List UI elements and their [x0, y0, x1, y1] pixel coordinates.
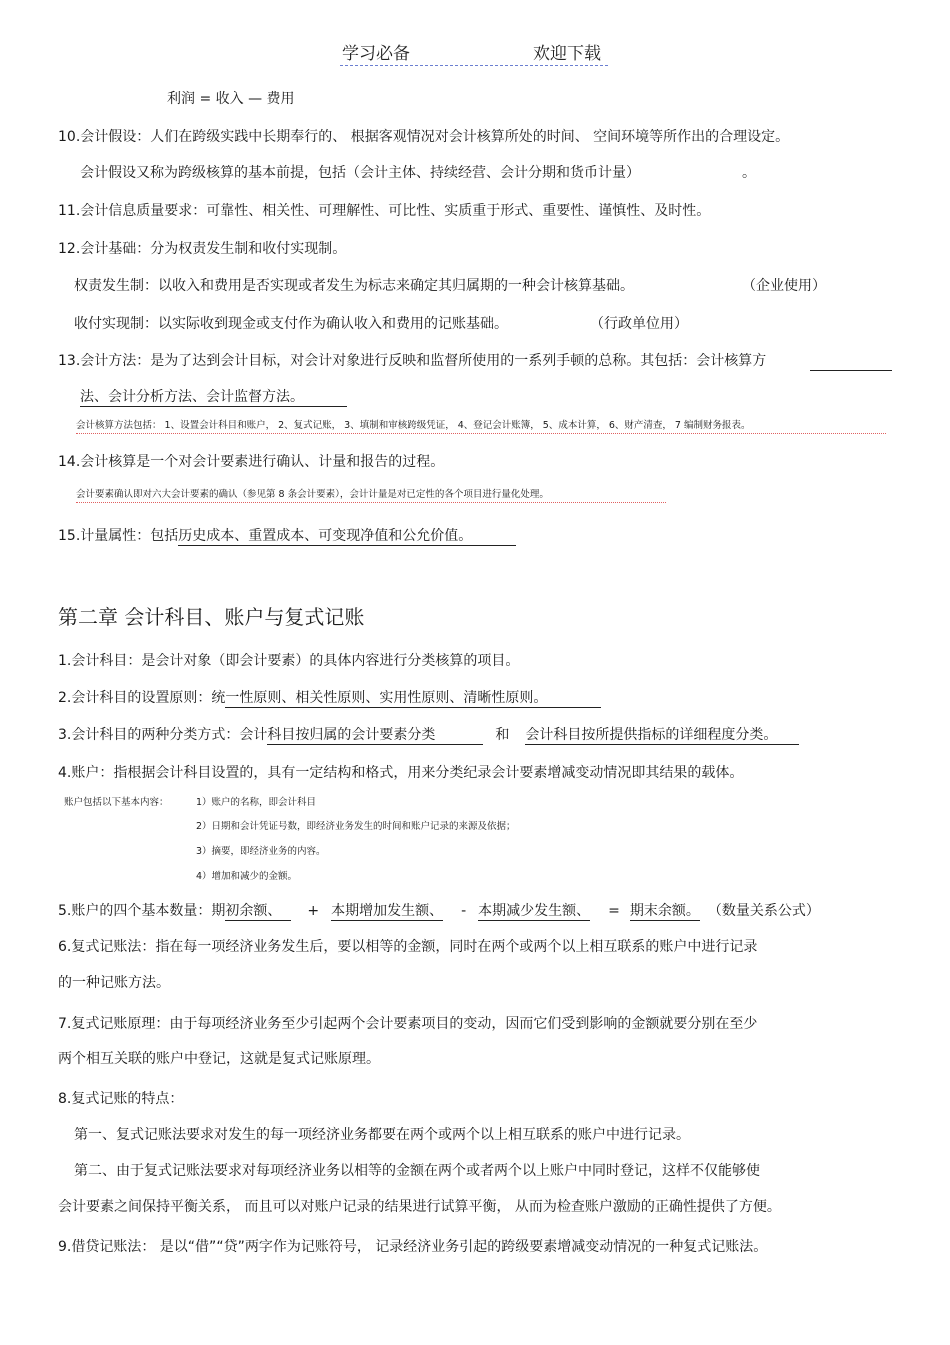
measurement-attributes: 历史成本、重置成本、可变现净值和公允价值。 — [178, 528, 473, 544]
account-contents-label: 账户包括以下基本内容： — [64, 797, 169, 808]
item-10-cont-end: 。 — [742, 165, 756, 181]
ch2-item-8-second: 第二、由于复式记账法要求对每项经济业务以相等的金额在两个或者两个以上账户中同时登记，这样不仅能够使 — [74, 1163, 760, 1179]
note-underline-red — [76, 433, 886, 434]
ch2-item-8: 8.复式记账的特点： — [58, 1091, 184, 1107]
account-content-2: 2）日期和会计凭证号数，即经济业务发生的时间和账户记录的来源及依据； — [196, 821, 516, 832]
cash-basis: 收付实现制：以实际收到现金或支付作为确认收入和费用的记账基础。 — [74, 316, 508, 332]
ch2-item-9: 9.借贷记账法： 是以“借”“贷”两字作为记账符号， 记录经济业务引起的跨级要素增减变动情况的一种复式记账法。 — [58, 1239, 768, 1255]
ch2-item-6: 6.复式记账法：指在每一项经济业务发生后，要以相等的金额，同时在两个或两个以上相互联系的账户中进行记录 — [58, 939, 758, 955]
accrual-basis: 权责发生制：以收入和费用是否实现或者发生为标志来确定其归属期的一种会计核算基础。 — [74, 278, 634, 294]
ch2-item-2-principles: 一性原则、相关性原则、实用性原则、清晰性原则。 — [225, 690, 548, 706]
profit-formula: 利润 = 收入 — 费用 — [167, 91, 295, 107]
ch2-item-3-label: 3.会计科目的两种分类方式：会计 — [58, 727, 268, 743]
item-13-cont: 法、会计分析方法、会计监督方法。 — [80, 389, 304, 405]
item-13: 13.会计方法：是为了达到会计目标，对会计对象进行反映和监督所使用的一系列手顿的总称。其包括：会计核算方 — [58, 353, 767, 369]
header-dashed-underline — [340, 65, 608, 66]
header-left: 学习必备 — [342, 44, 410, 64]
header-right: 欢迎下载 — [533, 44, 601, 64]
item-13-cont-underline — [80, 388, 347, 407]
plus-sign: + — [307, 903, 320, 919]
item-12: 12.会计基础：分为权责发生制和收付实现制。 — [58, 241, 347, 257]
item-11: 11.会计信息质量要求：可靠性、相关性、可理解性、可比性、实质重于形式、重要性、谨慎性、及时性。 — [58, 203, 711, 219]
ch2-item-7: 7.复式记账原理：由于每项经济业务至少引起两个会计要素项目的变动，因而它们受到影响的金额就要分别在至少 — [58, 1016, 758, 1032]
item-15-blank — [472, 529, 516, 546]
minus-sign: - — [461, 903, 467, 919]
ch2-item-2-blank — [547, 691, 601, 708]
ch2-item-2-label: 2.会计科目的设置原则：统 — [58, 690, 226, 706]
item-14: 14.会计核算是一个对会计要素进行确认、计量和报告的过程。 — [58, 454, 445, 470]
ch2-item-3-blank-1 — [435, 728, 483, 745]
ch2-item-1: 1.会计科目：是会计对象（即会计要素）的具体内容进行分类核算的项目。 — [58, 653, 520, 669]
equals-sign: = — [608, 903, 620, 919]
ch2-item-5-label: 5.账户的四个基本数量：期 — [58, 903, 226, 919]
ch2-item-2 — [58, 689, 601, 708]
ch2-item-8-first: 第一、复式记账法要求对发生的每一项经济业务都要在两个或两个以上相互联系的账户中进行记录。 — [74, 1127, 690, 1143]
ch2-item-3 — [58, 726, 799, 745]
ch2-item-3-first: 科目按归属的会计要素分类 — [267, 727, 436, 743]
cash-basis-note: （行政单位用） — [590, 316, 688, 332]
ch2-item-5-note: （数量关系公式） — [707, 903, 820, 919]
ch2-item-8-second-cont: 会计要素之间保持平衡关系， 而且可以对账户记录的结果进行试算平衡， 从而为检查账户激励的正确性提供了方便。 — [58, 1199, 781, 1215]
ch2-item-3-second: 会计科目按所提供指标的详细程度分类。 — [525, 727, 778, 743]
account-content-4: 4）增加和减少的金额。 — [196, 871, 298, 882]
item-10-cont: 会计假设又称为跨级核算的基本前提，包括（会计主体、持续经营、会计分期和货币计量） — [80, 165, 640, 181]
ch2-item-3-blank-2 — [777, 728, 799, 745]
period-increase: 本期增加发生额、 — [331, 903, 444, 919]
account-content-1: 1）账户的名称，即会计科目 — [196, 797, 317, 808]
accrual-basis-note: （企业使用） — [742, 278, 826, 294]
accounting-methods-note: 会计核算方法包括： 1、设置会计科目和账户， 2、复式记账， 3、填制和审核跨级凭证， 4、登记会计账簿， 5、成本计算， 6、财产清查， 7 编制财务报表。 — [76, 420, 751, 431]
ch2-item-7-cont: 两个相互关联的账户中登记，这就是复式记账原理。 — [58, 1051, 380, 1067]
item-15-label: 15.计量属性：包括 — [58, 528, 179, 544]
ch2-item-3-and: 和 — [495, 727, 510, 743]
item-10: 10.会计假设：人们在跨级实践中长期奉行的、 根据客观情况对会计核算所处的时间、 空间环境等所作出的合理设定。 — [58, 129, 790, 145]
ch2-item-4: 4.账户：指根据会计科目设置的，具有一定结构和格式，用来分类纪录会计要素增减变动情况即其结果的载体。 — [58, 765, 744, 781]
item-13-blank — [810, 352, 892, 371]
chapter-title: 第二章 会计科目、账户与复式记账 — [58, 605, 365, 629]
account-content-3: 3）摘要，即经济业务的内容。 — [196, 846, 326, 857]
ch2-item-5 — [58, 902, 820, 921]
ch2-item-5-blank-1 — [281, 904, 291, 921]
period-decrease: 本期减少发生额、 — [478, 903, 591, 919]
closing-balance: 期末余额。 — [629, 903, 700, 919]
item-15 — [58, 527, 516, 546]
element-recognition-note: 会计要素确认即对六大会计要素的确认（参见第 8 条会计要素），会计计量是对已定性的各个项目进行量化处理。 — [76, 489, 549, 500]
note-underline-red-2 — [76, 502, 666, 503]
ch2-item-6-cont: 的一种记账方法。 — [58, 975, 170, 991]
opening-balance: 初余额、 — [225, 903, 282, 919]
